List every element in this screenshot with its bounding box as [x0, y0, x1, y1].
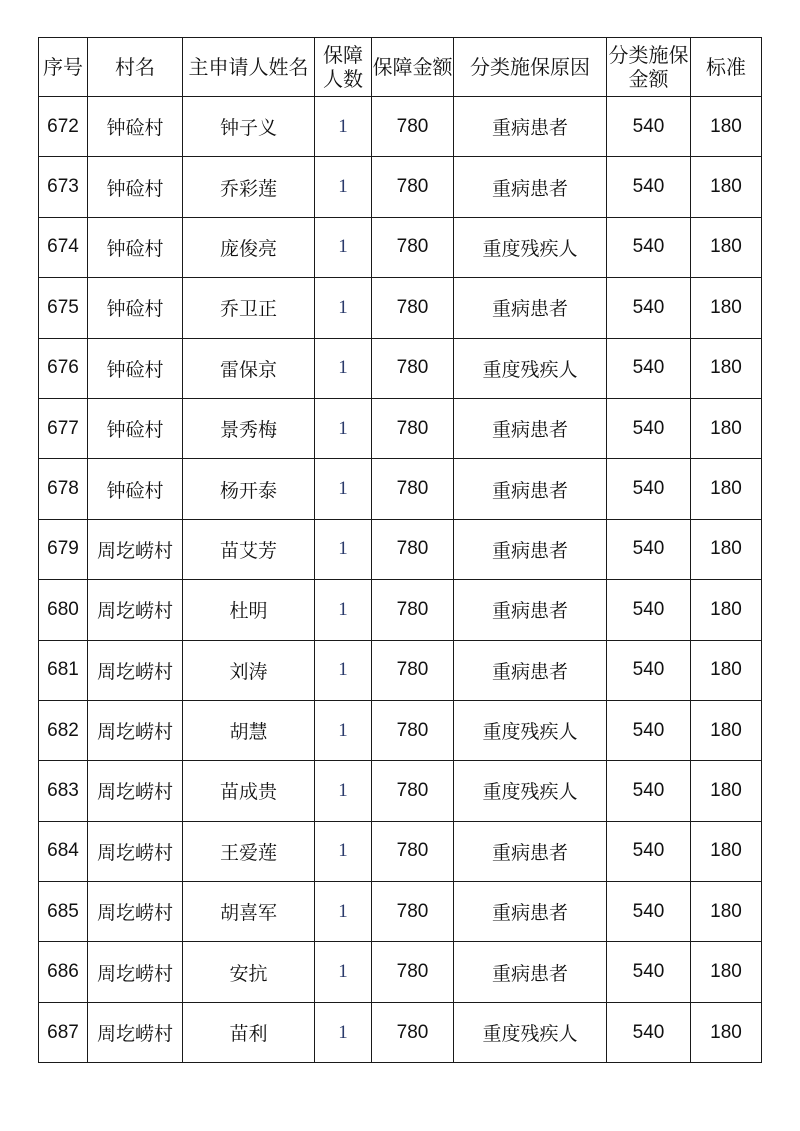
cell-applicant-name: 苗艾芳	[183, 519, 315, 579]
cell-village: 钟硷村	[88, 97, 183, 157]
cell-reason: 重度残疾人	[454, 700, 607, 760]
cell-seq: 685	[39, 882, 88, 942]
cell-amount: 780	[372, 157, 454, 217]
cell-standard: 180	[691, 338, 762, 398]
cell-amount: 780	[372, 338, 454, 398]
cell-village: 钟硷村	[88, 338, 183, 398]
cell-seq: 686	[39, 942, 88, 1002]
cell-applicant-name: 景秀梅	[183, 398, 315, 458]
cell-reason: 重病患者	[454, 640, 607, 700]
table-row	[39, 338, 762, 398]
cell-seq: 673	[39, 157, 88, 217]
cell-standard: 180	[691, 640, 762, 700]
cell-applicant-name: 安抗	[183, 942, 315, 1002]
cell-amount: 780	[372, 398, 454, 458]
cell-class-amount: 540	[607, 157, 691, 217]
cell-reason: 重度残疾人	[454, 1002, 607, 1062]
table-header	[39, 38, 762, 97]
cell-class-amount: 540	[607, 519, 691, 579]
cell-seq: 677	[39, 398, 88, 458]
cell-applicant-name: 杨开泰	[183, 459, 315, 519]
table-row	[39, 398, 762, 458]
cell-reason: 重病患者	[454, 942, 607, 1002]
cell-persons: 1	[315, 459, 372, 519]
table-row	[39, 1002, 762, 1062]
cell-village: 钟硷村	[88, 217, 183, 277]
cell-persons: 1	[315, 398, 372, 458]
cell-amount: 780	[372, 821, 454, 881]
cell-class-amount: 540	[607, 338, 691, 398]
header-applicant: 主申请人姓名	[183, 38, 315, 97]
cell-amount: 780	[372, 217, 454, 277]
header-persons: 保障人数	[315, 38, 372, 97]
cell-class-amount: 540	[607, 580, 691, 640]
table-row	[39, 217, 762, 277]
cell-amount: 780	[372, 278, 454, 338]
cell-persons: 1	[315, 640, 372, 700]
cell-reason: 重病患者	[454, 821, 607, 881]
table-row	[39, 882, 762, 942]
cell-persons: 1	[315, 1002, 372, 1062]
cell-reason: 重病患者	[454, 580, 607, 640]
cell-reason: 重病患者	[454, 278, 607, 338]
cell-class-amount: 540	[607, 398, 691, 458]
cell-class-amount: 540	[607, 278, 691, 338]
cell-seq: 674	[39, 217, 88, 277]
cell-reason: 重病患者	[454, 882, 607, 942]
cell-standard: 180	[691, 398, 762, 458]
header-amount: 保障金额	[372, 38, 454, 97]
cell-village: 钟硷村	[88, 398, 183, 458]
cell-applicant-name: 庞俊亮	[183, 217, 315, 277]
cell-persons: 1	[315, 942, 372, 1002]
cell-seq: 681	[39, 640, 88, 700]
header-seq: 序号	[39, 38, 88, 97]
cell-applicant-name: 雷保京	[183, 338, 315, 398]
cell-amount: 780	[372, 459, 454, 519]
cell-class-amount: 540	[607, 882, 691, 942]
cell-standard: 180	[691, 1002, 762, 1062]
cell-class-amount: 540	[607, 700, 691, 760]
cell-village: 周圪崂村	[88, 519, 183, 579]
cell-class-amount: 540	[607, 640, 691, 700]
cell-seq: 682	[39, 700, 88, 760]
cell-amount: 780	[372, 519, 454, 579]
cell-persons: 1	[315, 761, 372, 821]
cell-seq: 678	[39, 459, 88, 519]
cell-reason: 重度残疾人	[454, 217, 607, 277]
cell-standard: 180	[691, 761, 762, 821]
cell-standard: 180	[691, 217, 762, 277]
cell-persons: 1	[315, 97, 372, 157]
cell-village: 周圪崂村	[88, 761, 183, 821]
cell-standard: 180	[691, 821, 762, 881]
cell-village: 周圪崂村	[88, 1002, 183, 1062]
header-class-amount: 分类施保金额	[607, 38, 691, 97]
cell-seq: 683	[39, 761, 88, 821]
cell-standard: 180	[691, 580, 762, 640]
cell-amount: 780	[372, 640, 454, 700]
cell-reason: 重度残疾人	[454, 338, 607, 398]
cell-applicant-name: 苗成贵	[183, 761, 315, 821]
cell-class-amount: 540	[607, 761, 691, 821]
cell-seq: 684	[39, 821, 88, 881]
table-body	[39, 97, 762, 1063]
cell-village: 钟硷村	[88, 157, 183, 217]
cell-persons: 1	[315, 882, 372, 942]
cell-seq: 679	[39, 519, 88, 579]
cell-standard: 180	[691, 882, 762, 942]
cell-persons: 1	[315, 217, 372, 277]
cell-amount: 780	[372, 942, 454, 1002]
cell-class-amount: 540	[607, 821, 691, 881]
cell-seq: 687	[39, 1002, 88, 1062]
cell-persons: 1	[315, 700, 372, 760]
cell-amount: 780	[372, 761, 454, 821]
table-row	[39, 97, 762, 157]
cell-standard: 180	[691, 942, 762, 1002]
cell-standard: 180	[691, 459, 762, 519]
cell-standard: 180	[691, 97, 762, 157]
cell-amount: 780	[372, 1002, 454, 1062]
cell-standard: 180	[691, 519, 762, 579]
cell-standard: 180	[691, 278, 762, 338]
cell-village: 钟硷村	[88, 459, 183, 519]
cell-persons: 1	[315, 519, 372, 579]
cell-village: 周圪崂村	[88, 700, 183, 760]
table-row	[39, 942, 762, 1002]
cell-applicant-name: 胡喜军	[183, 882, 315, 942]
cell-class-amount: 540	[607, 459, 691, 519]
cell-persons: 1	[315, 821, 372, 881]
cell-applicant-name: 王爱莲	[183, 821, 315, 881]
cell-village: 周圪崂村	[88, 942, 183, 1002]
table-row	[39, 157, 762, 217]
table-row	[39, 761, 762, 821]
header-village: 村名	[88, 38, 183, 97]
table-row	[39, 640, 762, 700]
cell-seq: 680	[39, 580, 88, 640]
header-standard: 标准	[691, 38, 762, 97]
cell-applicant-name: 刘涛	[183, 640, 315, 700]
cell-persons: 1	[315, 338, 372, 398]
cell-applicant-name: 乔卫正	[183, 278, 315, 338]
header-row	[39, 38, 762, 97]
cell-class-amount: 540	[607, 942, 691, 1002]
cell-reason: 重病患者	[454, 459, 607, 519]
cell-seq: 672	[39, 97, 88, 157]
cell-applicant-name: 胡慧	[183, 700, 315, 760]
cell-applicant-name: 钟子义	[183, 97, 315, 157]
cell-class-amount: 540	[607, 97, 691, 157]
table-row	[39, 459, 762, 519]
cell-class-amount: 540	[607, 217, 691, 277]
cell-amount: 780	[372, 97, 454, 157]
cell-reason: 重病患者	[454, 157, 607, 217]
table-row	[39, 278, 762, 338]
cell-seq: 675	[39, 278, 88, 338]
cell-standard: 180	[691, 157, 762, 217]
cell-reason: 重度残疾人	[454, 761, 607, 821]
cell-class-amount: 540	[607, 1002, 691, 1062]
cell-amount: 780	[372, 580, 454, 640]
cell-applicant-name: 乔彩莲	[183, 157, 315, 217]
table-row	[39, 580, 762, 640]
header-reason: 分类施保原因	[454, 38, 607, 97]
table-row	[39, 700, 762, 760]
cell-persons: 1	[315, 278, 372, 338]
cell-amount: 780	[372, 700, 454, 760]
cell-reason: 重病患者	[454, 97, 607, 157]
table-row	[39, 519, 762, 579]
cell-standard: 180	[691, 700, 762, 760]
cell-applicant-name: 杜明	[183, 580, 315, 640]
cell-village: 周圪崂村	[88, 821, 183, 881]
cell-applicant-name: 苗利	[183, 1002, 315, 1062]
cell-village: 周圪崂村	[88, 640, 183, 700]
cell-reason: 重病患者	[454, 398, 607, 458]
cell-seq: 676	[39, 338, 88, 398]
cell-village: 钟硷村	[88, 278, 183, 338]
cell-reason: 重病患者	[454, 519, 607, 579]
cell-amount: 780	[372, 882, 454, 942]
cell-persons: 1	[315, 580, 372, 640]
table-row	[39, 821, 762, 881]
assistance-roster-table	[38, 37, 762, 1063]
cell-village: 周圪崂村	[88, 580, 183, 640]
cell-village: 周圪崂村	[88, 882, 183, 942]
cell-persons: 1	[315, 157, 372, 217]
